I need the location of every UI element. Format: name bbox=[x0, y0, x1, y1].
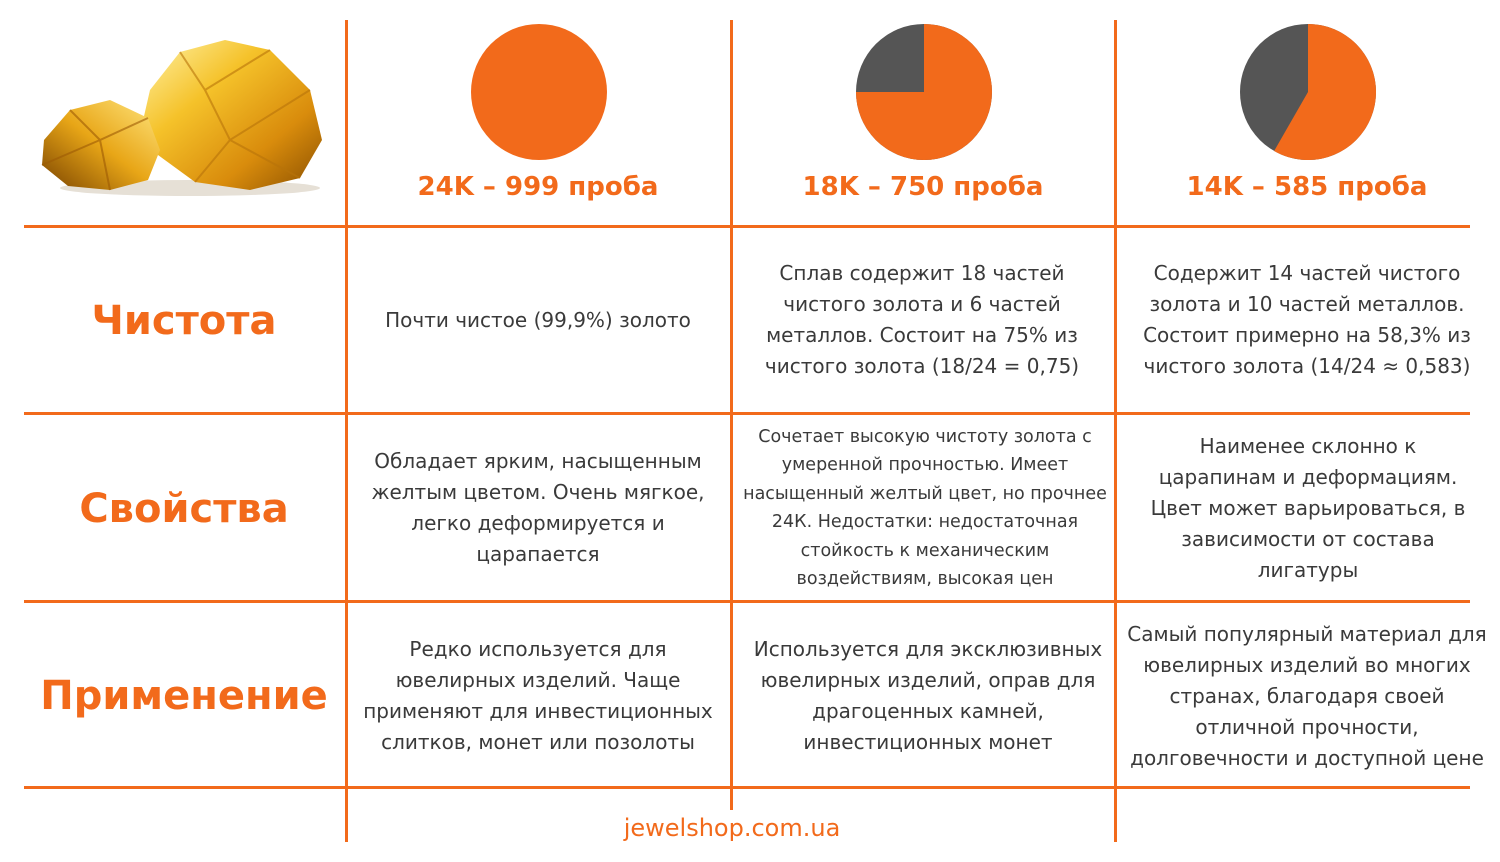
row-label-properties: Свойства bbox=[79, 486, 289, 532]
cell-purity-18k: Сплав содержит 18 частей чистого золота и 6 частей металлов. Состоит на 75% из чистого золота (18/24 = 0,75) bbox=[764, 261, 1080, 378]
row-label-purity: Чистота bbox=[91, 298, 277, 344]
cell-usage-14k: Самый популярный материал для ювелирных изделий во многих странах, благодаря своей отличной прочности, долговечности и доступной цене bbox=[1127, 621, 1487, 770]
cell-purity-24k: Почти чистое (99,9%) золото bbox=[385, 307, 691, 332]
grid-hline-2 bbox=[24, 412, 1470, 415]
pie-24k-gold-slice bbox=[471, 24, 607, 160]
cell-usage-24k: Редко используется для ювелирных изделий. Чаще применяют для инвестиционных слитков, монет или позолоты bbox=[363, 637, 713, 754]
gold-nugget-icon bbox=[30, 30, 330, 200]
cell-properties-14k: Наименее склонно к царапинам и деформациям. Цвет может варьироваться, в зависимости от состава лигатуры bbox=[1150, 433, 1466, 582]
cell-purity-14k: Содержит 14 частей чистого золота и 10 частей металлов. Состоит примерно на 58,3% из чистого золота (14/24 ≈ 0,583) bbox=[1143, 261, 1471, 378]
site-url[interactable]: jewelshop.com.ua bbox=[623, 814, 841, 842]
pie-18k bbox=[854, 22, 994, 162]
grid-vline-1 bbox=[345, 20, 348, 842]
column-header-18k: 18K – 750 проба bbox=[802, 172, 1044, 202]
column-header-24k: 24K – 999 проба bbox=[417, 172, 659, 202]
grid-vline-2 bbox=[730, 20, 733, 810]
pie-14k bbox=[1238, 22, 1378, 162]
column-header-14k: 14K – 585 проба bbox=[1186, 172, 1428, 202]
grid-hline-4 bbox=[24, 786, 1470, 789]
cell-properties-18k: Сочетает высокую чистоту золота с умеренной прочностью. Имеет насыщенный желтый цвет, но прочнее 24К. Недостатки: недостаточная стойкость к механическим воздействиям, высокая цен bbox=[743, 426, 1107, 589]
grid-hline-1 bbox=[24, 225, 1470, 228]
row-label-usage: Применение bbox=[40, 673, 328, 719]
grid-hline-3 bbox=[24, 600, 1470, 603]
pie-24k bbox=[469, 22, 609, 162]
cell-properties-24k: Обладает ярким, насыщенным желтым цветом. Очень мягкое, легко деформируется и царапается bbox=[371, 449, 705, 566]
grid-vline-3 bbox=[1114, 20, 1117, 842]
cell-usage-18k: Используется для эксклюзивных ювелирных изделий, оправ для драгоценных камней, инвестиционных монет bbox=[753, 637, 1103, 754]
